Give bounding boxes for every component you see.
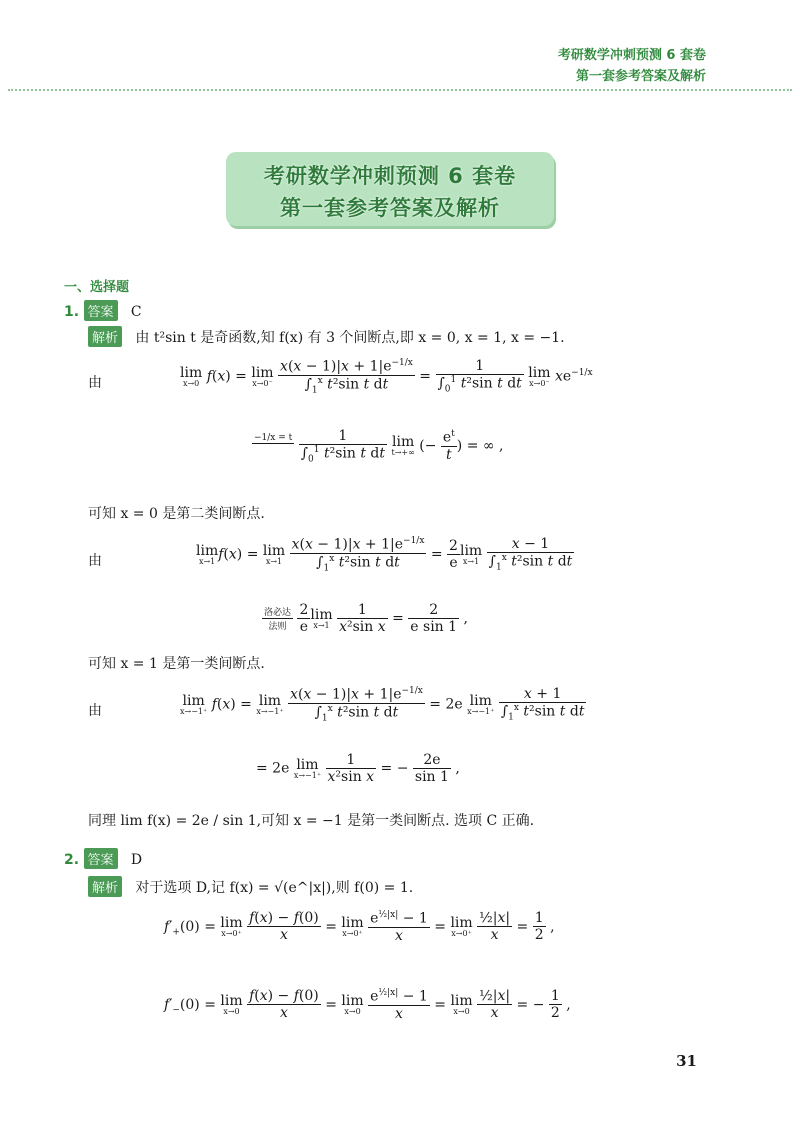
q1-limit-eq-6: = 2e lim x→−1⁺ $\frac{1}{\text{x²sin x}}$ = − $\frac{2e}{\sin 1}$ ,	[256, 752, 460, 785]
q1-number: 1.	[64, 304, 80, 320]
q2-derivative-right: $f'_+(0) = \lim$ x→0⁺ $\frac{f(x) - f(0)}{x}$ = lim x→0⁺ $\frac{e^{\frac{1}{2}|x|} - 1}{x}$ = lim x→0⁺ $\frac{\text{½|x|}}{x}$ = $\frac{1}{2}$ ,	[164, 910, 555, 944]
q1-you-2: 由	[88, 553, 102, 569]
q2-intro: 对于选项 D,记 f(x) = √(e^|x|),则 f(0) = 1.	[135, 880, 414, 896]
q1-answer-line	[64, 300, 142, 321]
q1-you-1: 由	[88, 375, 102, 391]
q2-answer-tag: 答案	[84, 848, 118, 869]
q2-derivative-left: $f'_-(0) = \lim$ x→0 $\frac{f(x) - f(0)}{x}$ = lim x→0 $\frac{e^{\frac{1}{2}|x|} - 1}{x}$ = lim x→0 $\frac{\text{½|x|}}{x}$ = − $\frac{1}{2}$ ,	[164, 988, 571, 1022]
section-heading: 一、选择题	[64, 280, 130, 295]
title-banner	[226, 152, 554, 226]
q1-lhospital-top: 洛必达	[262, 605, 293, 619]
q1-limit-eq-2: −1/x = t $\frac{1}{\int_0^1 t^2\sin t dt}$ lim t→+∞ (− $\frac{e^t}{t}$ ) = ∞ ,	[254, 428, 504, 465]
q1-conclusion-0: 可知 x = 0 是第二类间断点.	[88, 506, 265, 522]
q1-analysis-line	[88, 326, 565, 347]
q1-lhospital-bottom: 法则	[268, 622, 287, 632]
q1-answer-tag: 答案	[84, 300, 118, 321]
title-line-2: 第一套参考答案及解析	[280, 196, 500, 220]
q1-limit-eq-4: $\frac{\text{洛必达}}{\text{法则}}$ $\frac{2}{e}$ lim x→1 $\frac{1}{\text{x²sin x}}$ = $\frac{2}{\text{e sin 1}}$ ,	[264, 602, 468, 635]
q1-you-3: 由	[88, 703, 102, 719]
q1-substitution: −1/x = t	[254, 432, 293, 443]
q2-number: 2.	[64, 852, 80, 868]
q1-final: 同理 lim f(x) = 2e / sin 1,可知 x = −1 是第一类间断点. 选项 C 正确.	[88, 813, 535, 829]
q2-analysis-line	[88, 876, 413, 897]
q1-intro: 由 t²sin t 是奇函数,知 f(x) 有 3 个间断点,即 x = 0, x = 1, x = −1.	[135, 330, 565, 346]
running-header-title: 考研数学冲刺预测 6 套卷	[557, 48, 706, 63]
q2-analysis-tag: 解析	[88, 876, 122, 897]
q2-answer-line	[64, 848, 142, 869]
title-line-1: 考研数学冲刺预测 6 套卷	[263, 164, 517, 188]
q2-answer: D	[130, 852, 143, 868]
q1-limit-eq-3: lim x→1 f(x) = lim x→1 $\frac{x(x - 1)|x + 1|e^{-1/x}}{\int_1^x t^2\sin t dt}$ = $\frac{2}{e}$ lim x→1 $\frac{x - 1}{\int_1^x t^2\sin t dt}$	[196, 536, 573, 574]
q1-limit-eq-5: lim x→−1⁺ f(x) = lim x→−1⁺ $\frac{x(x - 1)|x + 1|e^{-1/x}}{\int_1^x t^2\sin t dt}$ = 2e lim x→−1⁺ $\frac{x + 1}{\int_1^x t^2\sin t dt}$	[180, 686, 585, 724]
q1-answer: C	[130, 304, 142, 320]
q1-conclusion-1: 可知 x = 1 是第一类间断点.	[88, 656, 265, 672]
q1-limit-eq-1: lim x→0 f(x) = lim x→0⁻ $\frac{x(x - 1)|x + 1|e^{-1/x}}{\int_1^x t^2\sin t dt}$ = $\frac{1}{\int_0^1 t^2\sin t dt}$ lim x→0⁻ $xe^{-1/x}$	[180, 358, 593, 396]
page-number: 31	[676, 1052, 697, 1070]
header-divider	[8, 89, 792, 91]
q1-analysis-tag: 解析	[88, 326, 122, 347]
running-header-subtitle: 第一套参考答案及解析	[575, 69, 706, 84]
